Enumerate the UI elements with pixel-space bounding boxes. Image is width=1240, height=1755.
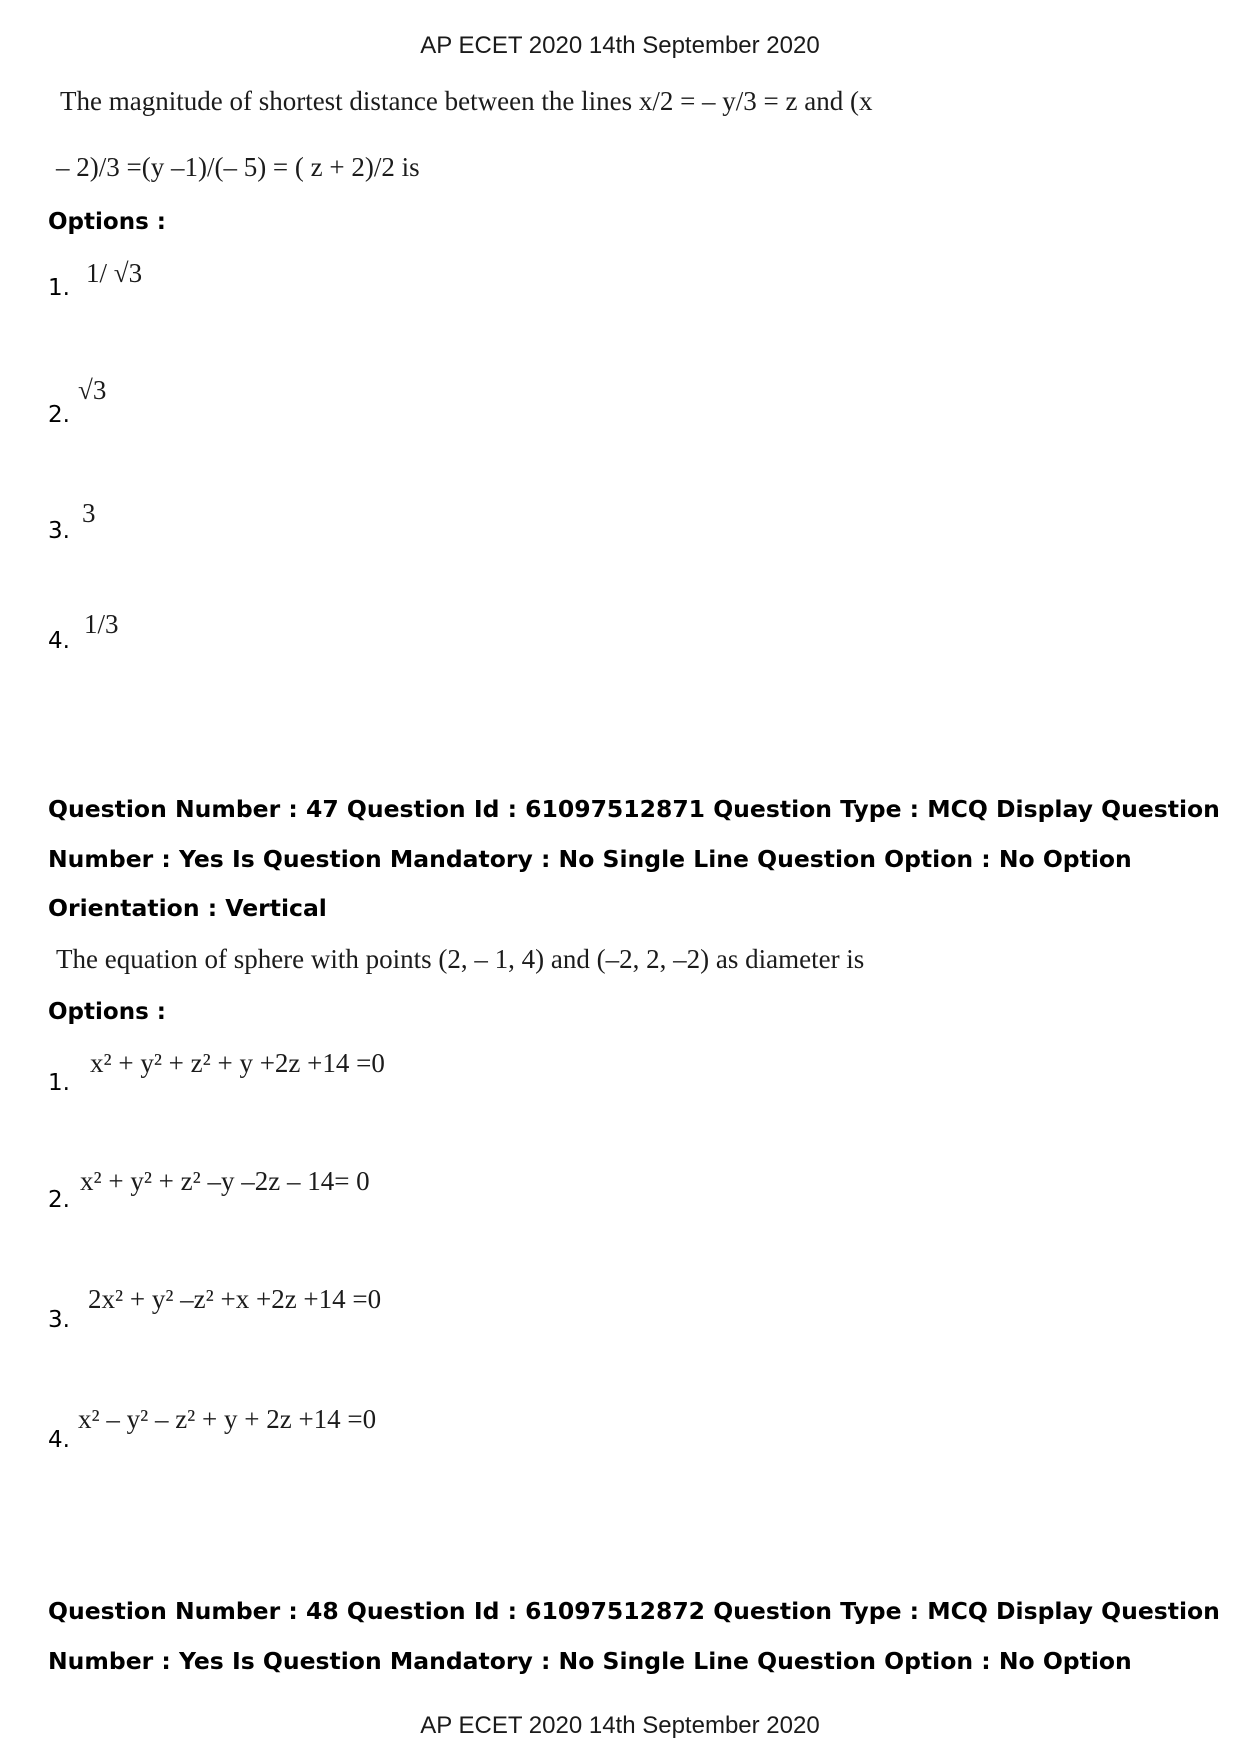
page-header: AP ECET 2020 14th September 2020 xyxy=(420,32,820,59)
question-47-meta-line2: Number : Yes Is Question Mandatory : No Single Line Question Option : No Option xyxy=(48,845,1132,873)
question-47-meta-line3: Orientation : Vertical xyxy=(48,894,327,922)
q46-option-3-text[interactable]: 3 xyxy=(82,498,96,528)
q47-option-4-number: 4. xyxy=(48,1427,70,1453)
question-48-meta-line1: Question Number : 48 Question Id : 61097512872 Question Type : MCQ Display Question xyxy=(48,1597,1220,1625)
q47-option-3-text[interactable]: 2x² + y² –z² +x +2z +14 =0 xyxy=(88,1284,382,1314)
q47-option-1-text[interactable]: x² + y² + z² + y +2z +14 =0 xyxy=(90,1048,385,1078)
q46-option-4-text[interactable]: 1/3 xyxy=(84,609,119,639)
q46-option-4-number: 4. xyxy=(48,628,70,654)
q47-option-1-number: 1. xyxy=(48,1070,70,1096)
q46-option-2-number: 2. xyxy=(48,402,70,428)
page-footer: AP ECET 2020 14th September 2020 xyxy=(420,1712,820,1739)
q47-option-4-text[interactable]: x² – y² – z² + y + 2z +14 =0 xyxy=(78,1404,377,1434)
question-47-meta-line1: Question Number : 47 Question Id : 61097512871 Question Type : MCQ Display Question xyxy=(48,795,1220,823)
question-46-text-line1: The magnitude of shortest distance between the lines x/2 = – y/3 = z and (x xyxy=(60,86,873,116)
question-46-text-line2: – 2)/3 =(y –1)/(– 5) = ( z + 2)/2 is xyxy=(56,152,420,182)
q46-option-3-number: 3. xyxy=(48,518,70,544)
q46-option-2-text[interactable]: √3 xyxy=(78,375,107,405)
q47-option-2-number: 2. xyxy=(48,1187,70,1213)
q47-option-2-text[interactable]: x² + y² + z² –y –2z – 14= 0 xyxy=(80,1166,370,1196)
question-48-meta-line2: Number : Yes Is Question Mandatory : No Single Line Question Option : No Option xyxy=(48,1647,1132,1675)
q46-option-1-number: 1. xyxy=(48,275,70,301)
question-47-text: The equation of sphere with points (2, – 1, 4) and (–2, 2, –2) as diameter is xyxy=(56,944,865,974)
question-46-options-label: Options : xyxy=(48,209,166,235)
q46-option-1-text[interactable]: 1/ √3 xyxy=(86,258,143,288)
q47-option-3-number: 3. xyxy=(48,1307,70,1333)
question-47-options-label: Options : xyxy=(48,999,166,1025)
